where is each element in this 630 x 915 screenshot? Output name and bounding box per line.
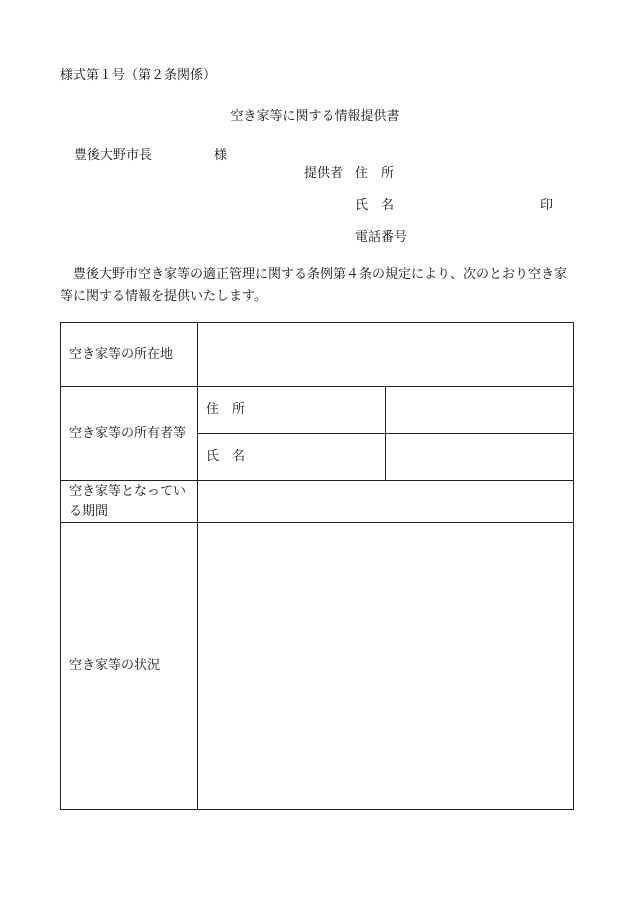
- vacant-period-label: 空き家等となっている期間: [61, 481, 198, 523]
- seal-mark: 印: [540, 198, 554, 213]
- condition-value-cell[interactable]: [198, 523, 574, 810]
- provider-name-label: 氏 名: [355, 198, 395, 213]
- addressee-name: 豊後大野市長: [74, 148, 153, 163]
- provider-address-label: 住 所: [355, 166, 395, 181]
- owner-name-label: 氏 名: [198, 434, 386, 481]
- table-row-location: [61, 323, 574, 387]
- addressee-honorific: 様: [214, 148, 228, 163]
- location-label: 空き家等の所在地: [61, 323, 198, 387]
- document-title: 空き家等に関する情報提供書: [230, 109, 400, 124]
- vacant-period-value-cell[interactable]: [198, 481, 574, 523]
- table-row-condition: [61, 523, 574, 810]
- condition-label: 空き家等の状況: [61, 523, 198, 810]
- form-number: 様式第１号（第２条関係）: [60, 68, 217, 83]
- location-value-cell[interactable]: [198, 323, 574, 387]
- body-paragraph: 豊後大野市空き家等の適正管理に関する条例第４条の規定により、次のとおり空き家等に関する情報を提供いたします。: [60, 267, 568, 304]
- owner-name-value-cell[interactable]: [386, 434, 574, 481]
- owner-label: 空き家等の所有者等: [61, 387, 198, 481]
- owner-address-value-cell[interactable]: [386, 387, 574, 434]
- table-row-vacant-period: [61, 481, 574, 523]
- table-row-owner-address: [61, 387, 574, 434]
- provider-label: 提供者: [304, 166, 344, 181]
- provider-phone-label: 電話番号: [355, 230, 408, 245]
- info-table: [60, 322, 574, 810]
- owner-address-label: 住 所: [198, 387, 386, 434]
